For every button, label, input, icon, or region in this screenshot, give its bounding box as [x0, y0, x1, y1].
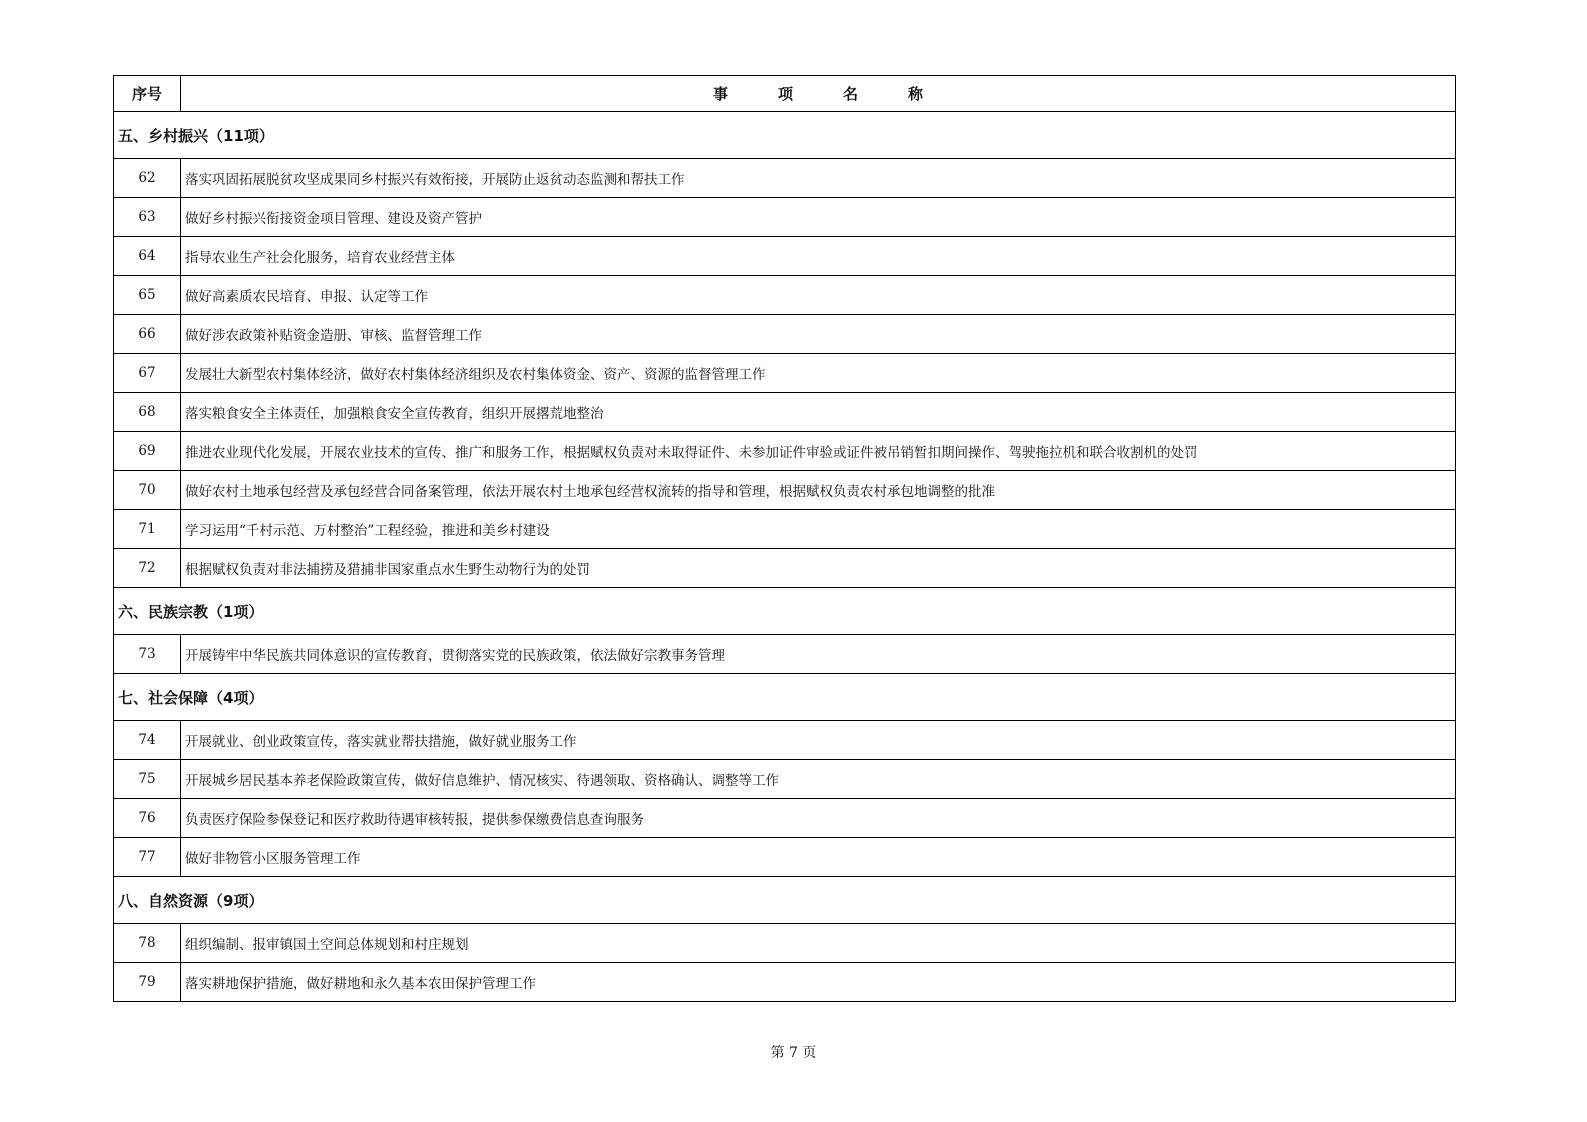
item-description: 发展壮大新型农村集体经济，做好农村集体经济组织及农村集体资金、资产、资源的监督管理工作	[181, 354, 1456, 393]
item-number: 71	[114, 510, 181, 549]
table-row	[114, 838, 1456, 877]
header-title-char: 名	[843, 85, 859, 103]
item-description: 落实巩固拓展脱贫攻坚成果同乡村振兴有效衔接，开展防止返贫动态监测和帮扶工作	[181, 159, 1456, 198]
table-row	[114, 393, 1456, 432]
section-row	[114, 674, 1456, 721]
table-row	[114, 924, 1456, 963]
item-description: 做好涉农政策补贴资金造册、审核、监督管理工作	[181, 315, 1456, 354]
table-row	[114, 237, 1456, 276]
section-title: 八、自然资源（9项）	[114, 877, 1456, 924]
section-row	[114, 588, 1456, 635]
item-description: 开展城乡居民基本养老保险政策宣传，做好信息维护、情况核实、待遇领取、资格确认、调整等工作	[181, 760, 1456, 799]
table-row	[114, 159, 1456, 198]
table-row	[114, 354, 1456, 393]
item-description: 做好乡村振兴衔接资金项目管理、建设及资产管护	[181, 198, 1456, 237]
section-title: 七、社会保障（4项）	[114, 674, 1456, 721]
item-number: 76	[114, 799, 181, 838]
item-number: 74	[114, 721, 181, 760]
item-description: 指导农业生产社会化服务，培育农业经营主体	[181, 237, 1456, 276]
header-item-name	[181, 76, 1456, 112]
item-description: 根据赋权负责对非法捕捞及猎捕非国家重点水生野生动物行为的处罚	[181, 549, 1456, 588]
page-number: 第 7 页	[770, 1045, 817, 1061]
table-row	[114, 198, 1456, 237]
item-number: 64	[114, 237, 181, 276]
section-title: 五、乡村振兴（11项）	[114, 112, 1456, 159]
header-title-char: 称	[908, 85, 924, 103]
item-number: 73	[114, 635, 181, 674]
table-row	[114, 471, 1456, 510]
item-number: 72	[114, 549, 181, 588]
table-body	[114, 76, 1456, 1002]
item-number: 62	[114, 159, 181, 198]
section-row	[114, 877, 1456, 924]
item-number: 67	[114, 354, 181, 393]
table-row	[114, 721, 1456, 760]
item-description: 组织编制、报审镇国土空间总体规划和村庄规划	[181, 924, 1456, 963]
header-serial-number: 序号	[114, 76, 181, 112]
item-number: 66	[114, 315, 181, 354]
item-number: 69	[114, 432, 181, 471]
table-row	[114, 549, 1456, 588]
item-number: 65	[114, 276, 181, 315]
table-row	[114, 510, 1456, 549]
item-description: 落实耕地保护措施，做好耕地和永久基本农田保护管理工作	[181, 963, 1456, 1002]
item-number: 78	[114, 924, 181, 963]
item-description: 学习运用“千村示范、万村整治”工程经验，推进和美乡村建设	[181, 510, 1456, 549]
duties-table	[113, 75, 1456, 1002]
table-row	[114, 760, 1456, 799]
section-title: 六、民族宗教（1项）	[114, 588, 1456, 635]
item-number: 79	[114, 963, 181, 1002]
item-description: 负责医疗保险参保登记和医疗救助待遇审核转报，提供参保缴费信息查询服务	[181, 799, 1456, 838]
item-description: 开展铸牢中华民族共同体意识的宣传教育，贯彻落实党的民族政策，依法做好宗教事务管理	[181, 635, 1456, 674]
header-title-char: 项	[777, 85, 793, 103]
table-row	[114, 315, 1456, 354]
item-description: 做好农村土地承包经营及承包经营合同备案管理，依法开展农村土地承包经营权流转的指导和管理，根据赋权负责农村承包地调整的批准	[181, 471, 1456, 510]
table-row	[114, 432, 1456, 471]
table-row	[114, 963, 1456, 1002]
item-description: 开展就业、创业政策宣传，落实就业帮扶措施，做好就业服务工作	[181, 721, 1456, 760]
item-number: 77	[114, 838, 181, 877]
header-row	[114, 76, 1456, 112]
table-row	[114, 799, 1456, 838]
table-row	[114, 635, 1456, 674]
item-number: 68	[114, 393, 181, 432]
item-number: 63	[114, 198, 181, 237]
table-row	[114, 276, 1456, 315]
item-description: 推进农业现代化发展，开展农业技术的宣传、推广和服务工作，根据赋权负责对未取得证件、未参加证件审验或证件被吊销暂扣期间操作、驾驶拖拉机和联合收割机的处罚	[181, 432, 1456, 471]
header-title-char: 事	[712, 85, 728, 103]
section-row	[114, 112, 1456, 159]
item-description: 做好高素质农民培育、申报、认定等工作	[181, 276, 1456, 315]
item-number: 70	[114, 471, 181, 510]
item-description: 落实粮食安全主体责任，加强粮食安全宣传教育，组织开展撂荒地整治	[181, 393, 1456, 432]
item-number: 75	[114, 760, 181, 799]
item-description: 做好非物管小区服务管理工作	[181, 838, 1456, 877]
